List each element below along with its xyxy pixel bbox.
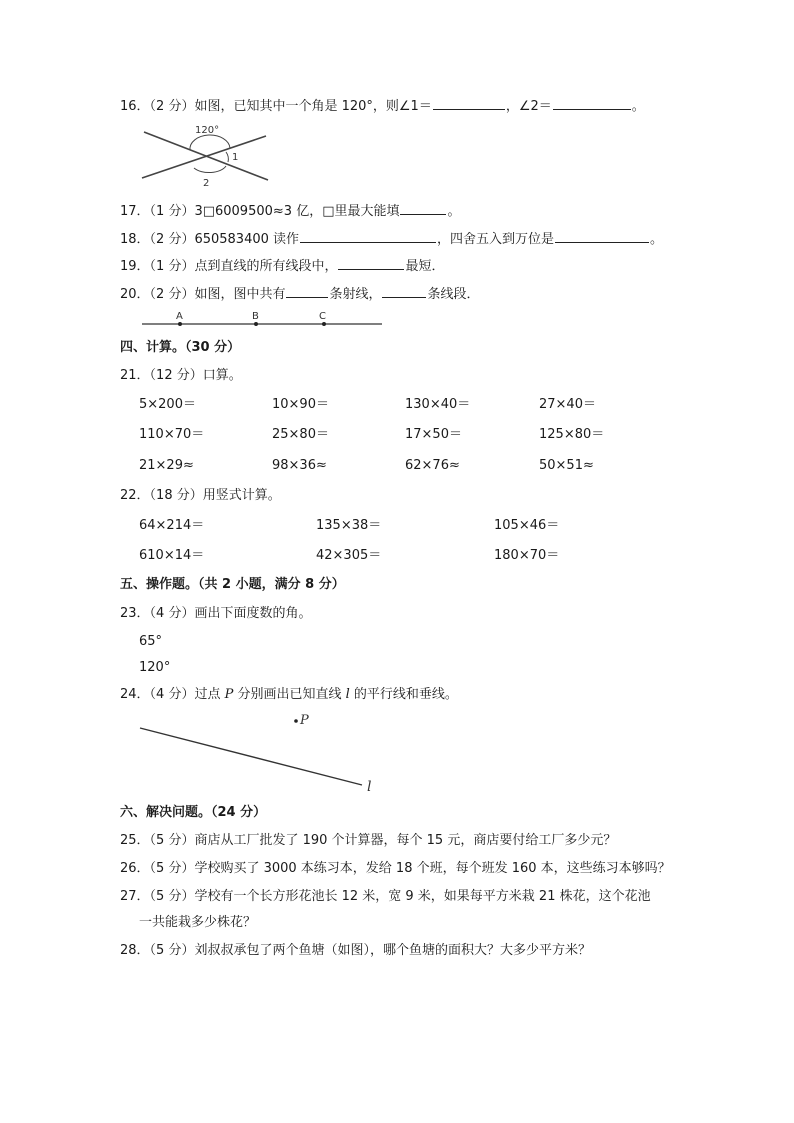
q22-item: 135×38＝ bbox=[316, 518, 382, 533]
q18-blank-1[interactable] bbox=[300, 228, 436, 243]
q20-label-c: C bbox=[319, 311, 326, 322]
q21-item: 5×200＝ bbox=[139, 397, 196, 412]
q20-label-a: A bbox=[176, 311, 183, 322]
q16-intersecting-lines-figure bbox=[138, 122, 278, 190]
q21-item: 25×80＝ bbox=[272, 427, 329, 442]
question-25: 25．（5 分）商店从工厂批发了 190 个计算器，每个 15 元，商店要付给工厂多少元？ bbox=[120, 833, 617, 848]
q24-given-line bbox=[140, 728, 362, 785]
q22-item: 610×14＝ bbox=[139, 548, 205, 563]
q21-item: 62×76≈ bbox=[405, 458, 460, 473]
q16-blank-2[interactable] bbox=[553, 95, 631, 110]
q21-item: 110×70＝ bbox=[139, 427, 205, 442]
q20-point-b bbox=[254, 322, 258, 326]
q19-text-a: 19．（1 分）点到直线的所有线段中， bbox=[120, 259, 338, 274]
q20-blank-1[interactable] bbox=[286, 283, 328, 298]
question-28: 28．（5 分）刘叔叔承包了两个鱼塘（如图），哪个鱼塘的面积大？大多少平方米？ bbox=[120, 943, 591, 958]
question-26: 26．（5 分）学校购买了 3000 本练习本，发给 18 个班，每个班发 160 本，这些练习本够吗？ bbox=[120, 861, 671, 876]
q18-text-b: ，四舍五入到万位是 bbox=[437, 232, 555, 247]
section-6-title: 六、解决问题。（24 分） bbox=[120, 805, 267, 820]
question-21-title: 21．（12 分）口算。 bbox=[120, 368, 242, 383]
q20-line-figure bbox=[138, 308, 388, 332]
q16-text-c: 。 bbox=[631, 99, 645, 114]
q20-text-b: 条射线， bbox=[329, 287, 382, 302]
question-24 bbox=[120, 685, 458, 705]
q24-label-l: l bbox=[367, 779, 372, 795]
q21-item: 27×40＝ bbox=[539, 397, 596, 412]
question-18 bbox=[120, 228, 663, 250]
q20-point-a bbox=[178, 322, 182, 326]
q24-line-figure bbox=[136, 706, 386, 796]
q24-text-c: 的平行线和垂线。 bbox=[349, 687, 458, 702]
q20-blank-2[interactable] bbox=[382, 283, 426, 298]
q18-blank-2[interactable] bbox=[555, 228, 649, 243]
q21-item: 17×50＝ bbox=[405, 427, 462, 442]
q24-point-p-dot bbox=[294, 719, 298, 723]
q20-text-a: 20．（2 分）如图，图中共有 bbox=[120, 287, 286, 302]
q19-blank[interactable] bbox=[338, 255, 404, 270]
question-27-line-2: 一共能栽多少株花？ bbox=[139, 915, 257, 930]
question-17 bbox=[120, 200, 461, 222]
q21-item: 21×29≈ bbox=[139, 458, 194, 473]
q24-label-p: P bbox=[300, 713, 309, 728]
q20-label-b: B bbox=[252, 311, 259, 322]
q21-item: 98×36≈ bbox=[272, 458, 327, 473]
q18-text-c: 。 bbox=[650, 232, 664, 247]
q16-angle-arc-2 bbox=[194, 166, 226, 173]
q21-item: 125×80＝ bbox=[539, 427, 605, 442]
q17-text-b: 。 bbox=[447, 204, 461, 219]
q16-text-b: ，∠2＝ bbox=[505, 99, 552, 114]
q21-item: 130×40＝ bbox=[405, 397, 471, 412]
q22-item: 64×214＝ bbox=[139, 518, 205, 533]
q20-text-c: 条线段． bbox=[427, 287, 480, 302]
q24-text-b: 分别画出已知直线 bbox=[233, 687, 346, 702]
question-16 bbox=[120, 95, 645, 117]
section-4-title: 四、计算。（30 分） bbox=[120, 340, 241, 355]
q20-point-c bbox=[322, 322, 326, 326]
q21-item: 50×51≈ bbox=[539, 458, 594, 473]
q19-text-b: 最短． bbox=[405, 259, 445, 274]
q16-label-120: 120° bbox=[195, 125, 220, 136]
q17-blank[interactable] bbox=[400, 200, 446, 215]
question-22-title: 22．（18 分）用竖式计算。 bbox=[120, 488, 281, 503]
question-23-title: 23．（4 分）画出下面度数的角。 bbox=[120, 606, 312, 621]
q21-item: 10×90＝ bbox=[272, 397, 329, 412]
q17-text-a: 17．（1 分）3□6009500≈3 亿，□里最大能填 bbox=[120, 204, 400, 219]
question-27-line-1: 27．（5 分）学校有一个长方形花池长 12 米，宽 9 米，如果每平方米栽 21 株花，这个花池 bbox=[120, 889, 651, 904]
question-19 bbox=[120, 255, 444, 277]
q22-item: 42×305＝ bbox=[316, 548, 382, 563]
q16-angle-arc-1 bbox=[226, 152, 228, 162]
section-5-title: 五、操作题。（共 2 小题，满分 8 分） bbox=[120, 577, 345, 592]
q16-label-2: 2 bbox=[203, 178, 210, 189]
q16-text-a: 16．（2 分）如图，已知其中一个角是 120°，则∠1＝ bbox=[120, 99, 432, 114]
q23-angle-65: 65° bbox=[139, 634, 163, 649]
q18-text-a: 18．（2 分）650583400 读作 bbox=[120, 232, 300, 247]
q16-blank-1[interactable] bbox=[433, 95, 505, 110]
q24-line-l: l bbox=[345, 687, 350, 702]
q22-item: 105×46＝ bbox=[494, 518, 560, 533]
q24-point-p: P bbox=[224, 687, 234, 702]
q16-angle-arc-120 bbox=[190, 135, 230, 150]
question-20 bbox=[120, 283, 479, 305]
q24-text-a: 24．（4 分）过点 bbox=[120, 687, 225, 702]
q22-item: 180×70＝ bbox=[494, 548, 560, 563]
q16-label-1: 1 bbox=[232, 152, 239, 163]
q23-angle-120: 120° bbox=[139, 660, 171, 675]
